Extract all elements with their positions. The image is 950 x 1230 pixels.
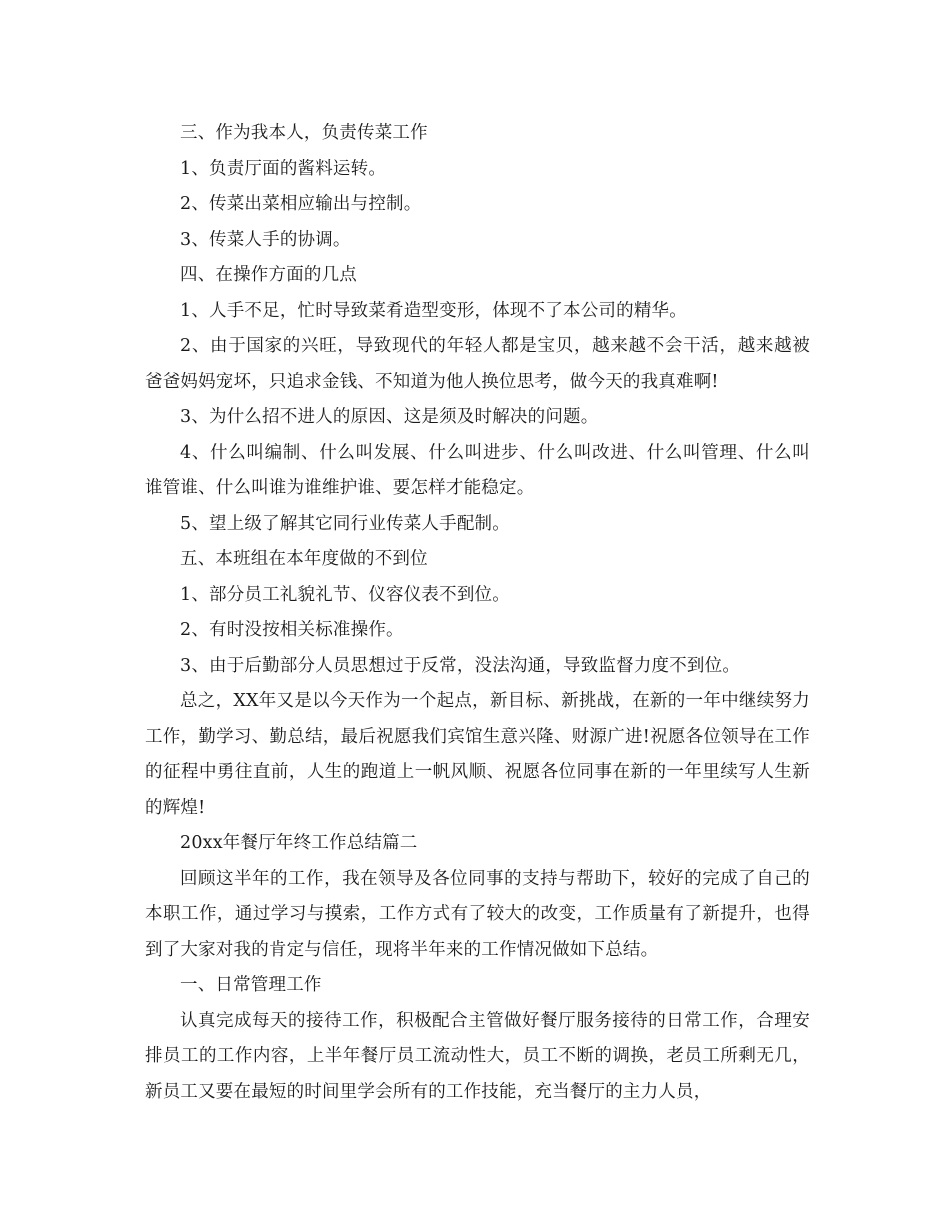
list-item: 1、负责厅面的酱料运转。	[180, 158, 387, 179]
list-item: 2、有时没按相关标准操作。	[180, 620, 404, 640]
list-item: 3、传菜人手的协调。	[180, 229, 351, 250]
list-item: 5、望上级了解其它同行业传菜人手配制。	[180, 513, 510, 534]
section-heading-1: 一、日常管理工作	[180, 975, 322, 995]
body-paragraph: 认真完成每天的接待工作，积极配合主管做好餐厅服务接待的日常工作，合理安排员工的工作内容，上半年餐厅员工流动性大，员工不断的调换，老员工所剩无几，新员工又要在最短的时间里学会所有的工作技能，充当餐厅的主力人员，	[145, 1010, 810, 1102]
conclusion-paragraph: 总之，XX年又是以今天作为一个起点，新目标、新挑战，在新的一年中继续努力工作，勤学习、勤总结，最后祝愿我们宾馆生意兴隆、财源广进!祝愿各位领导在工作的征程中勇往直前，人生的跑道上一帆风顺、祝愿各位同事在新的一年里续写人生新的辉煌!	[145, 691, 810, 818]
section-heading-4: 四、在操作方面的几点	[180, 265, 357, 285]
list-item: 2、传菜出菜相应输出与控制。	[180, 194, 422, 214]
list-item: 4、什么叫编制、什么叫发展、什么叫进步、什么叫改进、什么叫管理、什么叫谁管谁、什么叫谁为谁维护谁、要怎样才能稳定。	[145, 442, 810, 498]
list-item: 2、由于国家的兴旺，导致现代的年轻人都是宝贝，越来越不会干活，越来越被爸爸妈妈宠坏，只追求金钱、不知道为他人换位思考，做今天的我真难啊!	[145, 336, 810, 392]
list-item: 1、部分员工礼貌礼节、仪容仪表不到位。	[180, 584, 510, 605]
section-heading-3: 三、作为我本人，负责传菜工作	[180, 123, 428, 143]
section-heading-5: 五、本班组在本年度做的不到位	[180, 549, 428, 569]
document-body	[145, 116, 810, 1110]
intro-paragraph: 回顾这半年的工作，我在领导及各位同事的支持与帮助下，较好的完成了自己的本职工作，通过学习与摸索，工作方式有了较大的改变，工作质量有了新提升，也得到了大家对我的肯定与信任，现将半年来的工作情况做如下总结。	[145, 868, 810, 960]
list-item: 3、为什么招不进人的原因、这是须及时解决的问题。	[180, 407, 599, 427]
list-item: 1、人手不足，忙时导致菜肴造型变形，体现不了本公司的精华。	[180, 300, 687, 321]
article-title: 20xx年餐厅年终工作总结篇二	[180, 833, 418, 853]
list-item: 3、由于后勤部分人员思想过于反常，没法沟通，导致监督力度不到位。	[180, 655, 741, 676]
